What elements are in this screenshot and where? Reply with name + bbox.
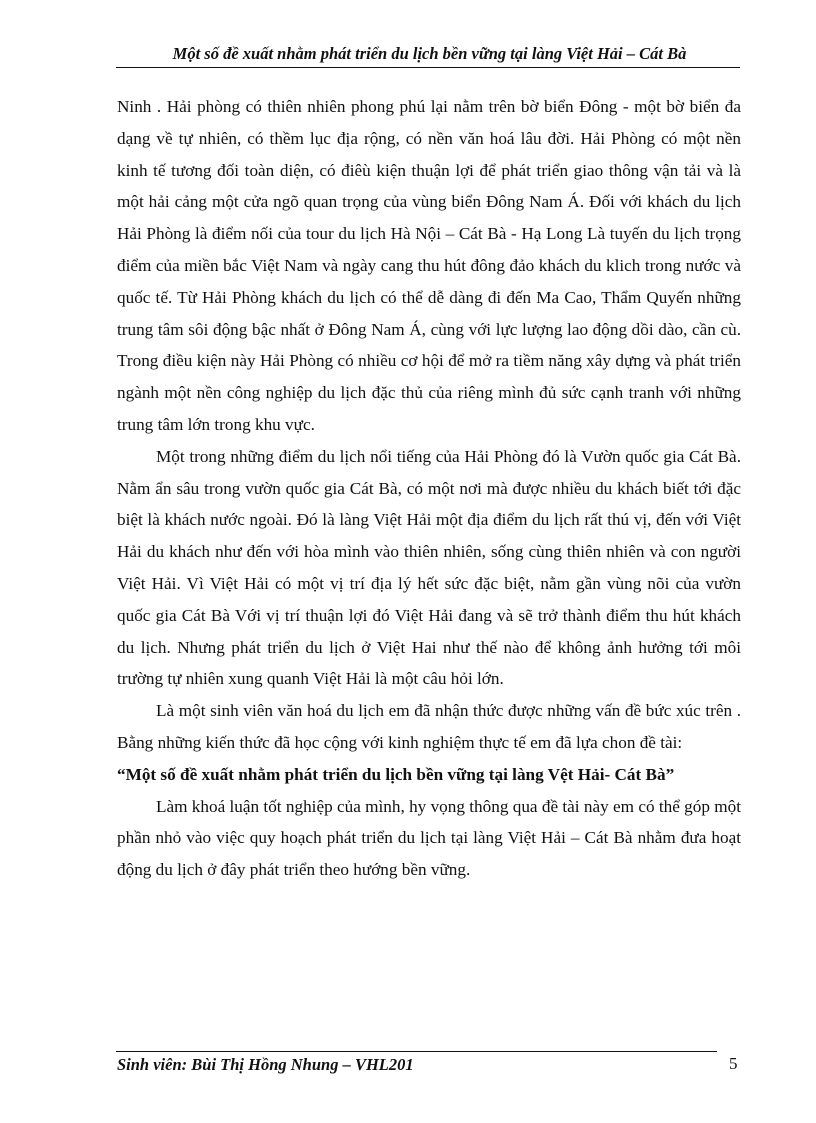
footer-author: Sinh viên: Bùi Thị Hồng Nhung – VHL201: [117, 1055, 414, 1074]
body-paragraph: Một trong những điểm du lịch nổi tiếng của Hải Phòng đó là Vườn quốc gia Cát Bà. Nằm ẩn sâu trong vườn quốc gia Cát Bà, có một nơi mà được nhiều du khách biết tới đặc biệt là khách nước ngoài. Đó là làng Việt Hải một địa điểm du lịch rất thú vị, đến với Việt Hải du khách như đến với hòa mình vào thiên nhiên, sống cùng thiên nhiên và con người Việt Hải. Vì Việt Hải có một vị trí địa lý hết sức đặc biệt, nằm gần vùng nõi của vườn quốc gia Cát Bà Với vị trí thuận lợi đó Việt Hải đang và sẽ trở thành điểm thu hút khách du lịch. Nhưng phát triển du lịch ở Việt Hai như thế nào để không ảnh hưởng tới môi trường tự nhiên xung quanh Việt Hải là một câu hỏi lớn.: [117, 446, 741, 689]
header-divider: [116, 67, 740, 68]
page-header-title: Một số đề xuất nhằm phát triển du lịch bền vững tại làng Việt Hải – Cát Bà: [172, 44, 687, 63]
footer-divider: [116, 1051, 717, 1052]
body-paragraph: Ninh . Hải phòng có thiên nhiên phong phú lại nằm trên bờ biển Đông - một bờ biển đa dạng về tự nhiên, có thềm lục địa rộng, có nền văn hoá lâu đời. Hải Phòng có một nền kinh tế tương đối toàn diện, có điêù kiện thuận lợi để phát triển giao thông vận tải và là một hải cảng một cửa ngõ quan trọng của vùng biển Đông Nam Á. Đối với khách du lịch Hải Phòng là điểm nối của tour du lịch Hà Nội – Cát Bà - Hạ Long Là tuyến du lịch trọng điểm của miền bắc Việt Nam và ngày cang thu hút đông đảo khách du klich trong nước và quốc tế. Từ Hải Phòng khách du lịch có thể dễ dàng đi đến Ma Cao, Thẩm Quyến những trung tâm sôi động bậc nhất ở Đông Nam Á, cùng với lực lượng lao động dồi dào, cần cù. Trong điều kiện này Hải Phòng có nhiều cơ hội để mở ra tiềm năng xây dựng và phát triển ngành một nền công nghiệp du lịch đặc thủ của riêng mình đủ sức cạnh tranh với những trung tâm lớn trong khu vực.: [117, 97, 741, 434]
page-number: 5: [729, 1054, 738, 1073]
body-paragraph: Làm khoá luận tốt nghiệp của mình, hy vọng thông qua đề tài này em có thể góp một phần nhỏ vào việc quy hoạch phát triển du lịch tại làng Việt Hải – Cát Bà nhằm đưa hoạt động du lịch ở đây phát triển theo hướng bền vững.: [117, 796, 741, 880]
body-paragraph: Là một sinh viên văn hoá du lịch em đã nhận thức được những vấn đề bức xúc trên . Bằng những kiến thức đã học cộng với kinh nghiệm thực tế em đã lựa chon đề tài:: [117, 701, 741, 752]
thesis-title: “Một số đề xuất nhằm phát triển du lịch bền vững tại làng Vệt Hải- Cát Bà”: [117, 764, 675, 784]
document-body: [117, 91, 741, 886]
